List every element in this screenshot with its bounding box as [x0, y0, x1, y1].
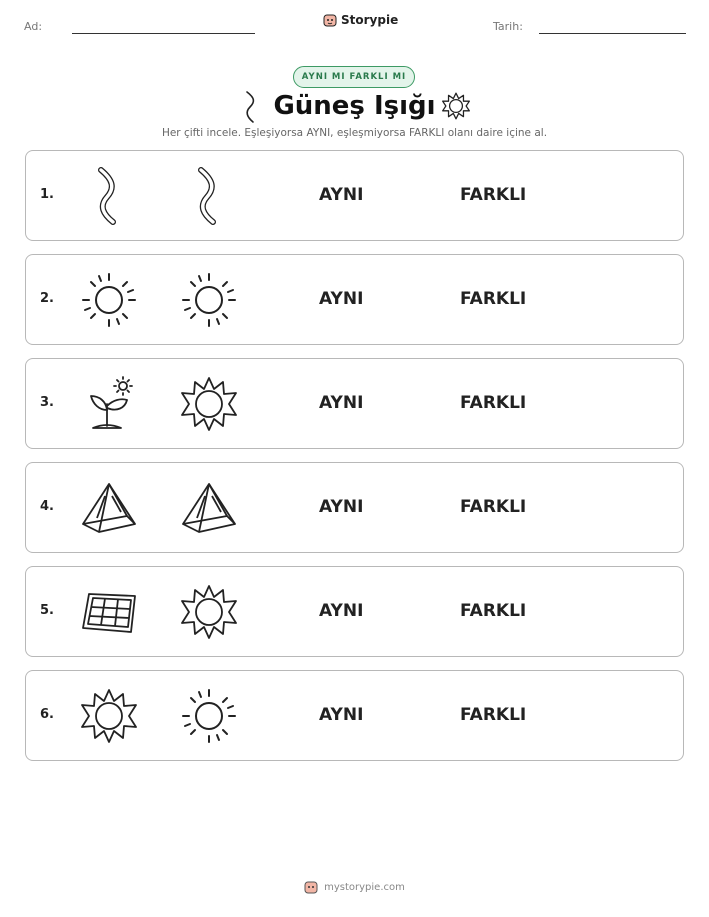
- instructions-text: Her çifti incele. Eşleşiyorsa AYNI, eşleşmiyorsa FARKLI olanı daire içine al.: [161, 127, 548, 139]
- light-ray-icon: [179, 166, 239, 226]
- question-number: 3.: [40, 395, 54, 410]
- storypie-mascot-icon: [304, 880, 318, 894]
- question-row-4: [25, 462, 684, 553]
- same-option[interactable]: AYNI: [319, 289, 364, 309]
- date-line[interactable]: [539, 33, 686, 34]
- sun-icon: [179, 270, 239, 330]
- same-option[interactable]: AYNI: [319, 393, 364, 413]
- footer: [0, 880, 709, 894]
- different-option[interactable]: FARKLI: [460, 601, 527, 621]
- question-number: 4.: [40, 499, 54, 514]
- brand-logo: [323, 13, 398, 27]
- question-row-2: [25, 254, 684, 345]
- date-label: Tarih:: [493, 20, 523, 33]
- solar-panel-icon: [79, 582, 139, 642]
- light-ray-icon: [79, 166, 139, 226]
- brand-name: Storypie: [341, 13, 399, 27]
- different-option[interactable]: FARKLI: [460, 393, 527, 413]
- different-option[interactable]: FARKLI: [460, 289, 527, 309]
- sun-icon: [79, 270, 139, 330]
- worksheet-type-badge: AYNI MI FARKLI MI: [293, 66, 415, 88]
- sun-icon: [179, 686, 239, 746]
- sunflower-sun-icon: [179, 582, 239, 642]
- question-number: 1.: [40, 187, 54, 202]
- storypie-mascot-icon: [323, 13, 337, 27]
- prism-icon: [79, 478, 139, 538]
- same-option[interactable]: AYNI: [319, 497, 364, 517]
- question-row-5: [25, 566, 684, 657]
- question-number: 6.: [40, 707, 54, 722]
- page-title: Güneş Işığı: [273, 91, 436, 121]
- footer-url[interactable]: mystorypie.com: [324, 881, 405, 893]
- question-number: 5.: [40, 603, 54, 618]
- prism-icon: [179, 478, 239, 538]
- sprout-icon: [79, 374, 139, 434]
- question-row-6: [25, 670, 684, 761]
- different-option[interactable]: FARKLI: [460, 497, 527, 517]
- name-label: Ad:: [24, 20, 43, 33]
- same-option[interactable]: AYNI: [319, 601, 364, 621]
- question-row-1: [25, 150, 684, 241]
- sunflower-sun-icon: [440, 90, 472, 122]
- different-option[interactable]: FARKLI: [460, 185, 527, 205]
- same-option[interactable]: AYNI: [319, 705, 364, 725]
- question-row-3: [25, 358, 684, 449]
- question-number: 2.: [40, 291, 54, 306]
- different-option[interactable]: FARKLI: [460, 705, 527, 725]
- sunflower-sun-icon: [179, 374, 239, 434]
- name-line[interactable]: [72, 33, 255, 34]
- same-option[interactable]: AYNI: [319, 185, 364, 205]
- sunflower-sun-icon: [79, 686, 139, 746]
